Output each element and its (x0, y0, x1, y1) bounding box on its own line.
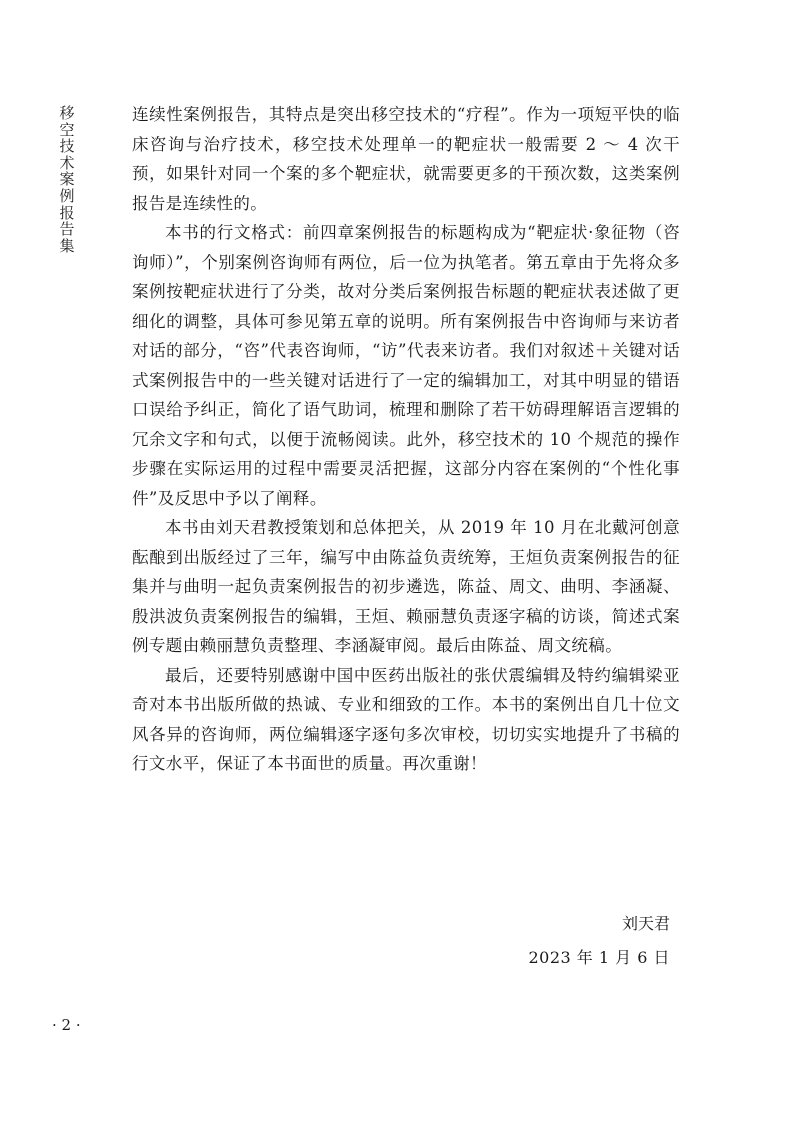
signature-date: 2023 年 1 月 6 日 (528, 948, 670, 967)
paragraph-3: 本书由刘天君教授策划和总体把关，从 2019 年 10 月在北戴河创意酝酿到出版经过了三年，编写中由陈益负责统筹，王烜负责案例报告的征集并与曲明一起负责案例报告的初步遴选，陈益、周文、曲明、李涵凝、殷洪波负责案例报告的编辑，王烜、赖丽慧负责逐字稿的访谈，简述式案例专题由赖丽慧负责整理、李涵凝审阅。最后由陈益、周文统稿。 (132, 518, 680, 655)
paragraph-1: 连续性案例报告，其特点是突出移空技术的“疗程”。作为一项短平快的临床咨询与治疗技术，移空技术处理单一的靶症状一般需要 2 ～ 4 次干预，如果针对同一个案的多个靶症状，就需要更多的干预次数，这类案例报告是连续性的。 (132, 105, 680, 213)
page-number: · 2 · (52, 1016, 81, 1034)
paragraph-4: 最后，还要特别感谢中国中医药出版社的张伏震编辑及特约编辑梁亚奇对本书出版所做的热诚、专业和细致的工作。本书的案例出自几十位文风各异的咨询师，两位编辑逐字逐句多次审校，切切实实地提升了书稿的行文水平，保证了本书面世的质量。再次重谢！ (132, 665, 680, 773)
running-header-title: 移空技术案例报告集 (59, 104, 75, 255)
main-text (132, 100, 680, 779)
author-signature: 刘天君 (621, 914, 670, 933)
paragraph-2: 本书的行文格式：前四章案例报告的标题构成为“靶症状·象征物（咨询师）”，个别案例咨询师有两位，后一位为执笔者。第五章由于先将众多案例按靶症状进行了分类，故对分类后案例报告标题的靶症状表述做了更细化的调整，具体可参见第五章的说明。所有案例报告中咨询师与来访者对话的部分，“咨”代表咨询师，“访”代表来访者。我们对叙述＋关键对话式案例报告中的一些关键对话进行了一定的编辑加工，对其中明显的错语口误给予纠正，简化了语气助词，梳理和删除了若干妨碍理解语言逻辑的冗余文字和句式，以便于流畅阅读。此外，移空技术的 10 个规范的操作步骤在实际运用的过程中需要灵活把握，这部分内容在案例的“个性化事件”及反思中予以了阐释。 (132, 223, 680, 508)
